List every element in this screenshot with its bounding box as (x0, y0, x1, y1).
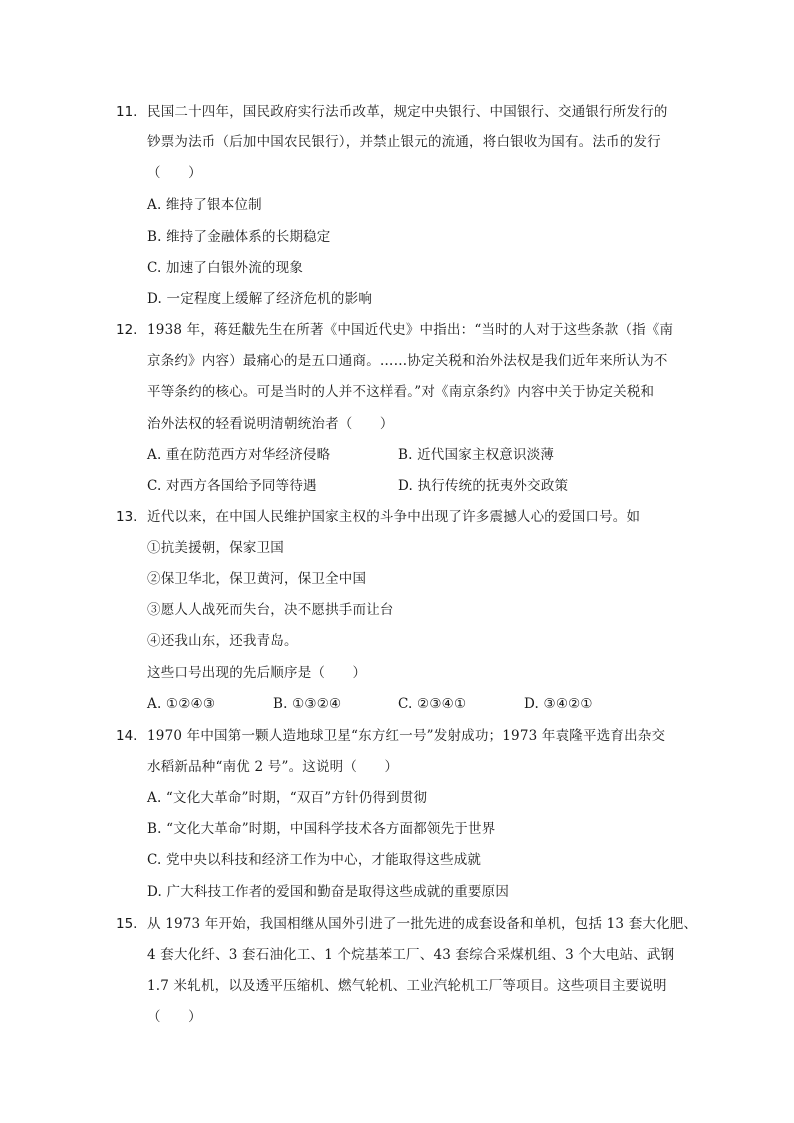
question-stem-line: 钞票为法币（后加中国农民银行），并禁止银元的流通，将白银收为国有。法币的发行 (147, 134, 661, 150)
question-number: 11. (116, 104, 138, 120)
option-a: A. ①②④③ (147, 696, 216, 712)
option-a: A. “文化大革命”时期，“双百”方针仍得到贯彻 (147, 790, 428, 806)
question-stem-line: 平等条约的核心。可是当时的人并不这样看。”对《南京条约》内容中关于协定关税和 (147, 384, 655, 400)
question-stem-line: 1.7 米轧机，以及透平压缩机、燃气轮机、工业汽轮机工厂等项目。这些项目主要说明 (147, 978, 667, 994)
question-stem-line: （ ） (147, 1009, 202, 1025)
question-stem-line: 1970 年中国第一颗人造地球卫星“东方红一号”发射成功；1973 年袁隆平选育出杂交 (147, 728, 666, 744)
question-stem-line: 从 1973 年开始，我国相继从国外引进了一批先进的成套设备和单机，包括 13 套大化肥、 (147, 916, 698, 932)
option-a: A. 重在防范西方对华经济侵略 (147, 447, 331, 463)
option-b: B. 维持了金融体系的长期稳定 (147, 229, 331, 245)
question-stem-line: 京条约》内容）最痛心的是五口通商。……协定关税和治外法权是我们近年来所认为不 (147, 353, 668, 369)
question-stem-line: 近代以来，在中国人民维护国家主权的斗争中出现了许多震撼人心的爱国口号。如 (147, 509, 641, 525)
option-c: C. 对西方各国给予同等待遇 (147, 478, 317, 494)
question-stem-line: 水稻新品种“南优 2 号”。这说明（ ） (147, 759, 399, 775)
slogan-3: ③愿人人战死而失台，决不愿拱手而让台 (147, 602, 394, 618)
question-stem-line: （ ） (147, 165, 202, 181)
option-d: D. 执行传统的抚夷外交政策 (398, 478, 569, 494)
option-d: D. 一定程度上缓解了经济危机的影响 (147, 291, 373, 307)
question-number: 13. (116, 509, 138, 525)
question-prompt: 这些口号出现的先后顺序是（ ） (147, 665, 367, 681)
question-stem-line: 治外法权的轻看说明清朝统治者（ ） (147, 416, 394, 432)
option-a: A. 维持了银本位制 (147, 197, 262, 213)
question-number: 14. (116, 728, 138, 744)
option-c: C. ②③④① (398, 696, 467, 712)
question-number: 12. (116, 322, 138, 338)
option-b: B. ①③②④ (273, 696, 342, 712)
option-b: B. “文化大革命”时期，中国科学技术各方面都领先于世界 (147, 821, 496, 837)
question-stem-line: 4 套大化纤、3 套石油化工、1 个烷基苯工厂、43 套综合采煤机组、3 个大电站、武钢 (147, 947, 675, 963)
option-d: D. 广大科技工作者的爱国和勤奋是取得这些成就的重要原因 (147, 884, 510, 900)
question-number: 15. (116, 916, 138, 932)
question-stem-line: 民国二十四年，国民政府实行法币改革，规定中央银行、中国银行、交通银行所发行的 (147, 104, 668, 120)
slogan-2: ②保卫华北，保卫黄河，保卫全中国 (147, 571, 367, 587)
option-b: B. 近代国家主权意识淡薄 (398, 447, 555, 463)
option-c: C. 党中央以科技和经济工作为中心，才能取得这些成就 (147, 852, 482, 868)
option-d: D. ③④②① (524, 696, 593, 712)
slogan-1: ①抗美援朝，保家卫国 (147, 540, 284, 556)
slogan-4: ④还我山东，还我青岛。 (147, 633, 298, 649)
question-stem-line: 1938 年，蒋廷黻先生在所著《中国近代史》中指出：“当时的人对于这些条款（指《南 (147, 322, 674, 338)
option-c: C. 加速了白银外流的现象 (147, 260, 304, 276)
